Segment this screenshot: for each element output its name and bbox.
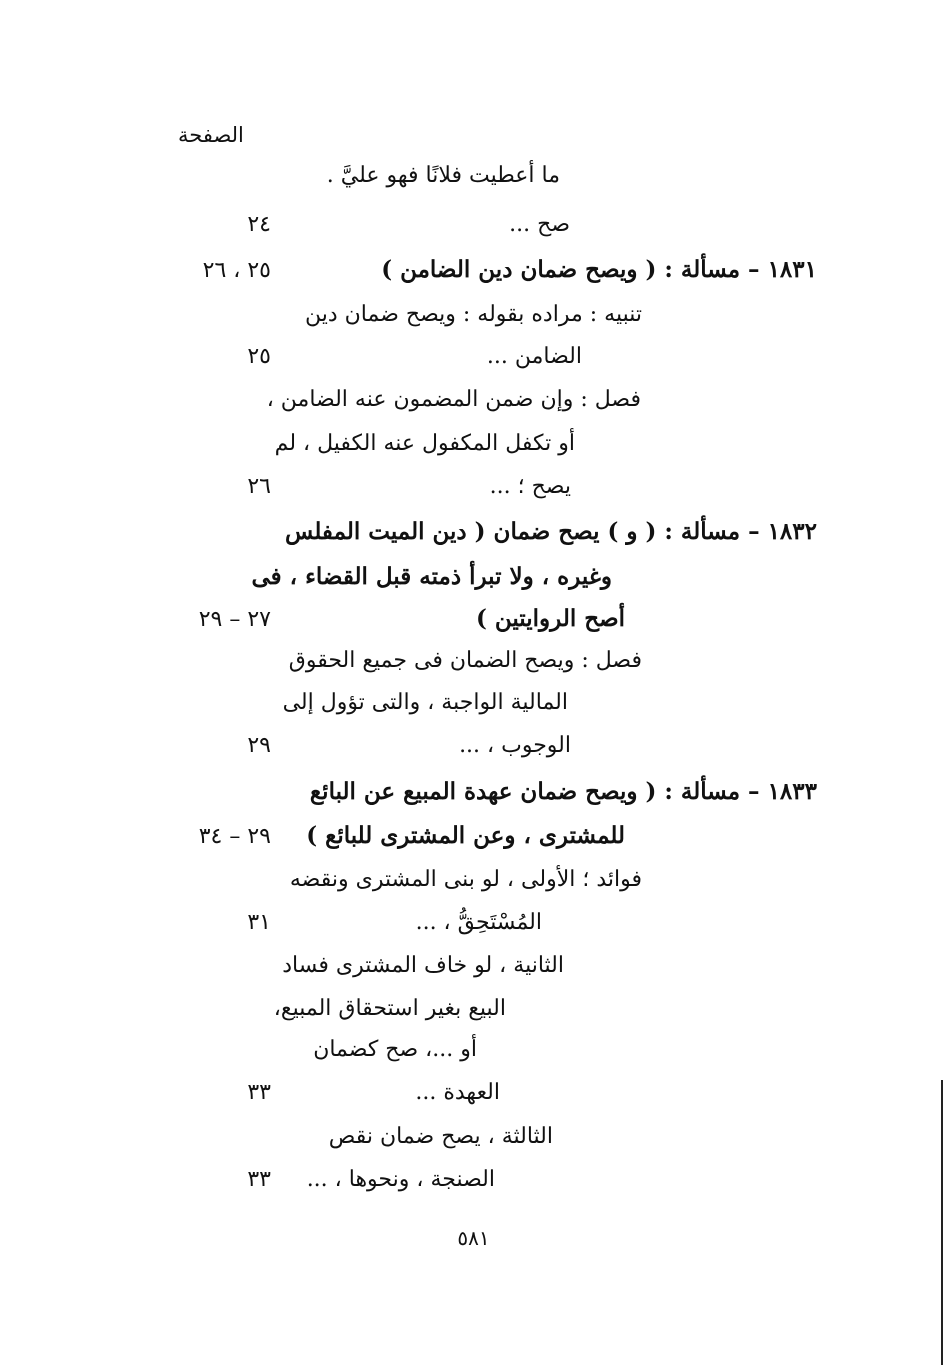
index-entry-text: الضامن ... <box>486 344 582 369</box>
index-entry-text: المالية الواجبة ، والتى تؤول إلى <box>282 690 568 715</box>
index-entry-text: تنبيه : مراده بقوله : ويصح ضمان دين <box>304 302 642 327</box>
index-entry-text: فوائد ؛ الأولى ، لو بنى المشترى ونقضه <box>289 867 642 892</box>
index-entry-pages: ٢٥ <box>247 344 271 369</box>
index-entry-text: البيع بغير استحقاق المبيع، <box>273 996 506 1021</box>
index-entry-pages: ٢٩ – ٣٤ <box>198 824 271 849</box>
index-heading-1833: ١٨٣٣ – مسألة : ( ويصح ضمان عهدة المبيع عن البائع <box>309 778 817 805</box>
index-heading-continuation: للمشترى ، وعن المشترى للبائع ) <box>306 822 625 849</box>
index-entry-pages: ٣٣ <box>247 1080 271 1105</box>
page-number: ٥٨١ <box>457 1226 490 1250</box>
index-entry-text: فصل : ويصح الضمان فى جميع الحقوق <box>288 648 642 673</box>
index-entry-text: أو ...، صح كضمان <box>313 1037 477 1062</box>
index-entry-pages: ٢٤ <box>247 212 271 237</box>
index-heading-continuation: وغيره ، ولا تبرأ ذمته قبل القضاء ، فى <box>251 563 612 590</box>
index-entry-pages: ٢٥ ، ٢٦ <box>202 258 271 283</box>
index-entry-text: المُسْتَحِقُّ ، ... <box>415 910 542 935</box>
index-entry-pages: ٢٦ <box>247 474 271 499</box>
index-entry-text: الثالثة ، يصح ضمان نقص <box>328 1124 553 1149</box>
index-heading-continuation: أصح الروايتين ) <box>475 605 625 632</box>
index-entry-text: يصح ؛ ... <box>489 474 571 499</box>
page-edge-line <box>941 1080 943 1365</box>
index-entry-pages: ٣٣ <box>247 1167 271 1192</box>
page-column-header: الصفحة <box>178 123 244 147</box>
index-entry-text: العهدة ... <box>415 1080 500 1105</box>
index-entry-text: صح ... <box>509 212 570 237</box>
index-entry-text: فصل : وإن ضمن المضمون عنه الضامن ، <box>266 387 641 412</box>
index-heading-1832: ١٨٣٢ – مسألة : ( و ) يصح ضمان ( دين الميت المفلس <box>285 518 817 545</box>
index-entry-text: أو تكفل المكفول عنه الكفيل ، لم <box>274 431 575 456</box>
index-entry-text: الصنجة ، ونحوها ، ... <box>306 1167 495 1192</box>
index-entry-pages: ٣١ <box>247 910 271 935</box>
index-entry-text: الثانية ، لو خاف المشترى فساد <box>282 953 564 978</box>
index-entry-text: الوجوب ، ... <box>459 733 571 758</box>
index-entry-pages: ٢٩ <box>247 733 271 758</box>
index-entry-pages: ٢٧ – ٢٩ <box>198 607 271 632</box>
index-heading-1831: ١٨٣١ – مسألة : ( ويصح ضمان دين الضامن ) <box>381 256 817 283</box>
index-entry-text: ما أعطيت فلانًا فهو عليَّ . <box>326 163 560 188</box>
